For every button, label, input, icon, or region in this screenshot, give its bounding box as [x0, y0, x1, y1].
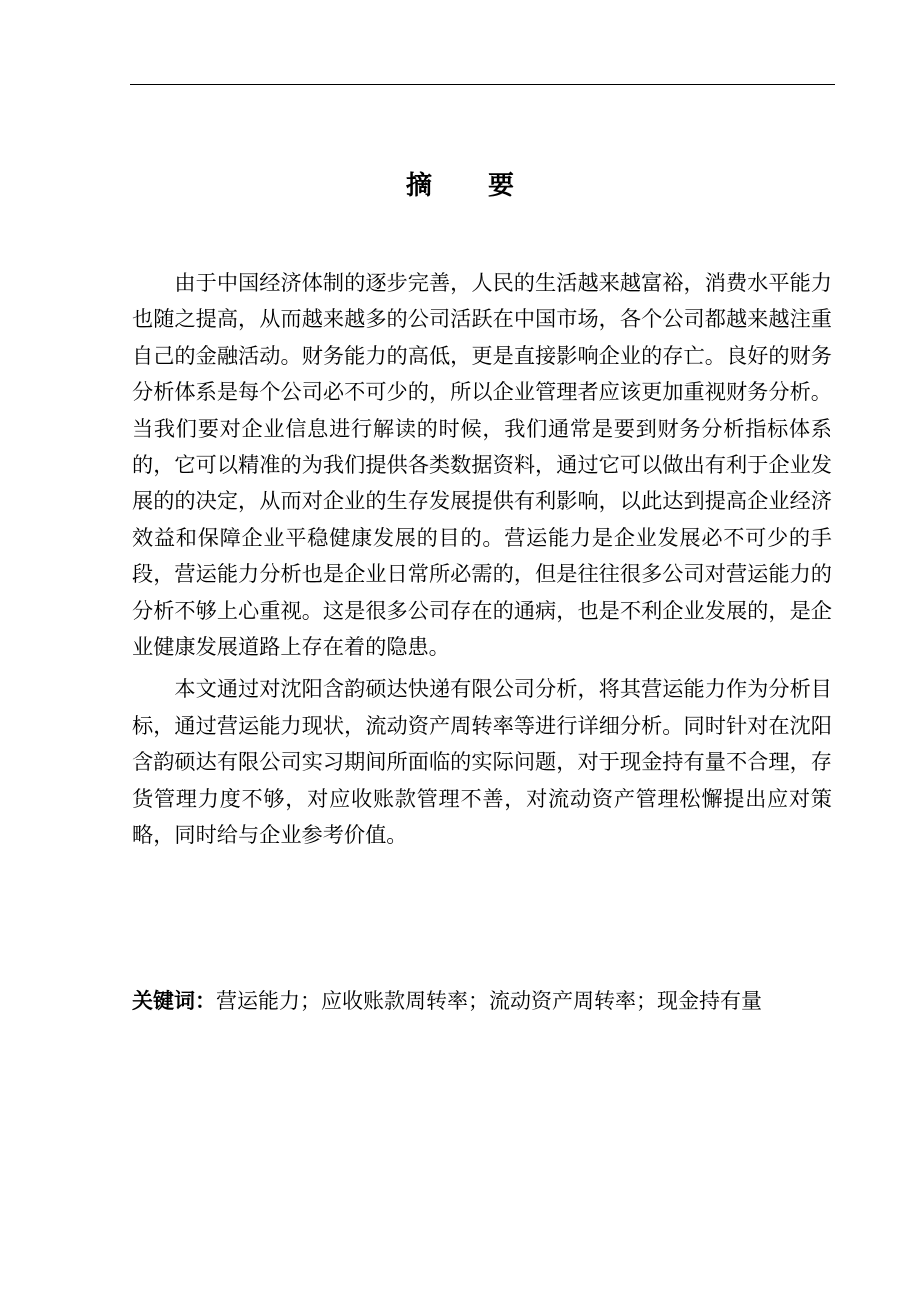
abstract-paragraph-2: 本文通过对沈阳含韵硕达快递有限公司分析，将其营运能力作为分析目标，通过营运能力现状，流动资产周转率等进行详细分析。同时针对在沈阳含韵硕达有限公司实习期间所面临的实际问题，对于现金持有量不合理，存货管理力度不够，对应收账款管理不善，对流动资产管理松懈提出应对策略，同时给与企业参考价值。 [132, 676, 832, 848]
abstract-body [132, 265, 832, 854]
keywords-text: 营运能力；应收账款周转率；流动资产周转率；现金持有量 [216, 989, 762, 1013]
abstract-paragraph-1: 由于中国经济体制的逐步完善，人民的生活越来越富裕，消费水平能力也随之提高，从而越来越多的公司活跃在中国市场，各个公司都越来越注重自己的金融活动。财务能力的高低，更是直接影响企业的存亡。良好的财务分析体系是每个公司必不可少的，所以企业管理者应该更加重视财务分析。当我们要对企业信息进行解读的时候，我们通常是要到财务分析指标体系的，它可以精准的为我们提供各类数据资料，通过它可以做出有利于企业发展的的决定，从而对企业的生存发展提供有利影响，以此达到提高企业经济效益和保障企业平稳健康发展的目的。营运能力是企业发展必不可少的手段，营运能力分析也是企业日常所必需的，但是往往很多公司对营运能力的分析不够上心重视。这是很多公司存在的通病，也是不利企业发展的，是企业健康发展道路上存在着的隐患。 [132, 270, 832, 660]
keywords-label: 关键词： [132, 989, 216, 1013]
abstract-title-char-2: 要 [488, 171, 515, 201]
abstract-title [0, 165, 920, 202]
keywords-line [132, 985, 832, 1017]
abstract-title-char-1: 摘 [405, 171, 432, 201]
header-rule [130, 84, 835, 85]
